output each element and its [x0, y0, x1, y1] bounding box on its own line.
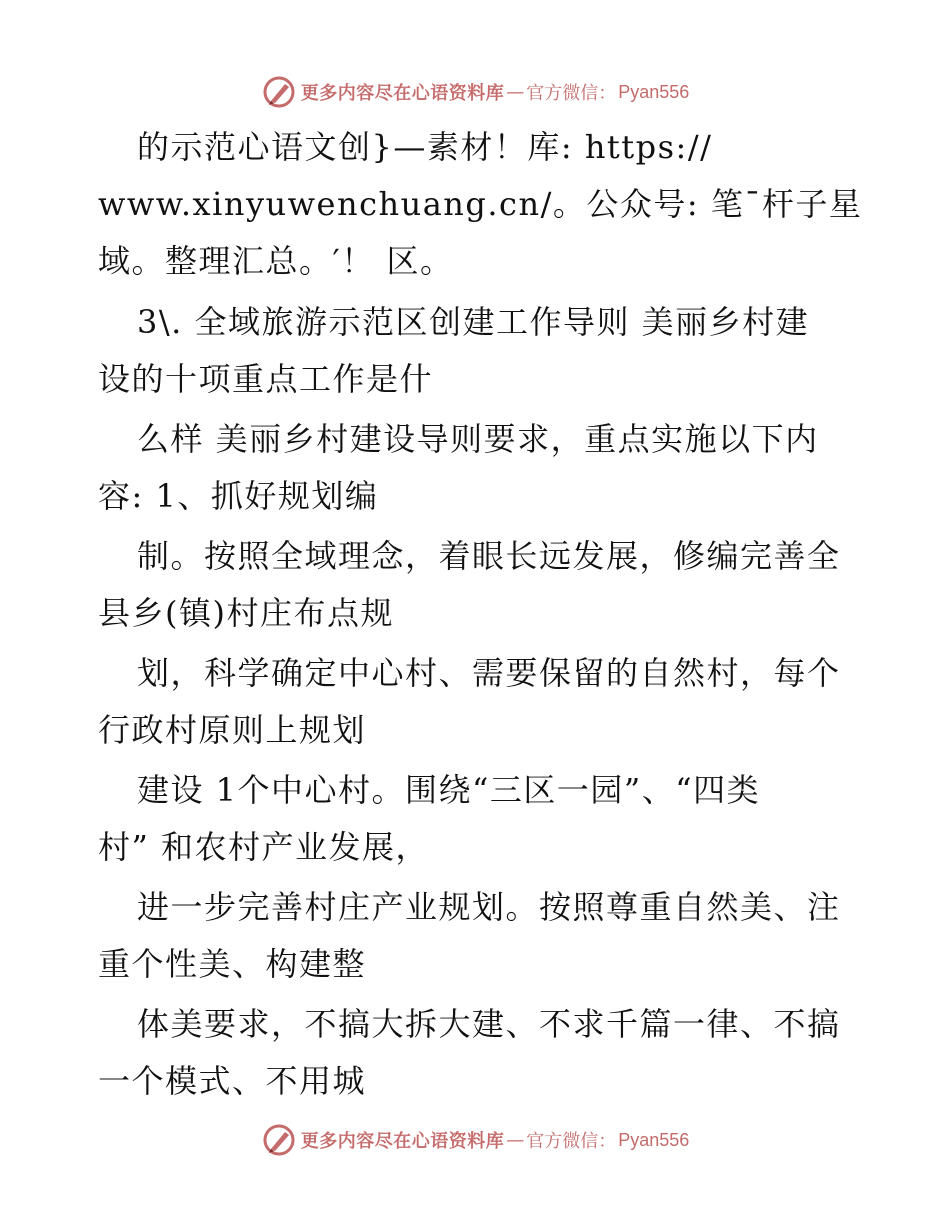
body-line: 县乡(镇)村庄布点规 — [98, 594, 394, 632]
banner-wechat-label: 官方微信： — [526, 1131, 617, 1152]
body-line: 体美要求，不搞大拆大建、不求千篇一律、不搞 — [137, 1005, 841, 1043]
body-line: 进一步完善村庄产业规划。按照尊重自然美、注 — [137, 888, 841, 926]
body-line: 划，科学确定中心村、需要保留的自然村，每个 — [137, 654, 841, 692]
body-line: 一个模式、不用城 — [98, 1062, 367, 1100]
body-line: 制。按照全域理念，着眼长远发展，修编完善全 — [137, 537, 841, 575]
body-line: 村” 和农村产业发展， — [98, 828, 430, 866]
banner-separator: — — [506, 1129, 525, 1151]
banner-separator: — — [506, 81, 525, 103]
banner-wechat-id: Pyan556 — [618, 1129, 690, 1150]
body-line: 行政村原则上规划 — [98, 711, 367, 749]
banner-title: 更多内容尽在心语资料库 — [300, 83, 505, 104]
pen-logo-icon — [261, 74, 297, 110]
body-line: 建设 1个中心村。围绕“三区一园”、“四类 — [137, 771, 761, 809]
body-line: 设的十项重点工作是什 — [98, 360, 434, 398]
banner-wechat-id: Pyan556 — [618, 81, 690, 102]
body-line: 容: 1、抓好规划编 — [98, 477, 379, 515]
body-line: 么样 美丽乡村建设导则要求，重点实施以下内 — [137, 420, 819, 458]
body-line: 3\. 全域旅游示范区创建工作导则 美丽乡村建 — [137, 303, 810, 341]
footer-banner — [0, 1120, 950, 1160]
header-banner — [0, 72, 950, 112]
pen-logo-icon — [261, 1122, 297, 1158]
body-line: 域。整理汇总。′！ 区。 — [98, 242, 454, 280]
banner-wechat-label: 官方微信： — [526, 83, 617, 104]
banner-title: 更多内容尽在心语资料库 — [300, 1131, 505, 1152]
body-line: 重个性美、构建整 — [98, 945, 367, 983]
body-line: 的示范心语文创}—素材！库: https:// — [137, 128, 713, 166]
body-line: www.xinyuwenchuang.cn/。公众号: 笔¯杆子星 — [98, 185, 863, 223]
